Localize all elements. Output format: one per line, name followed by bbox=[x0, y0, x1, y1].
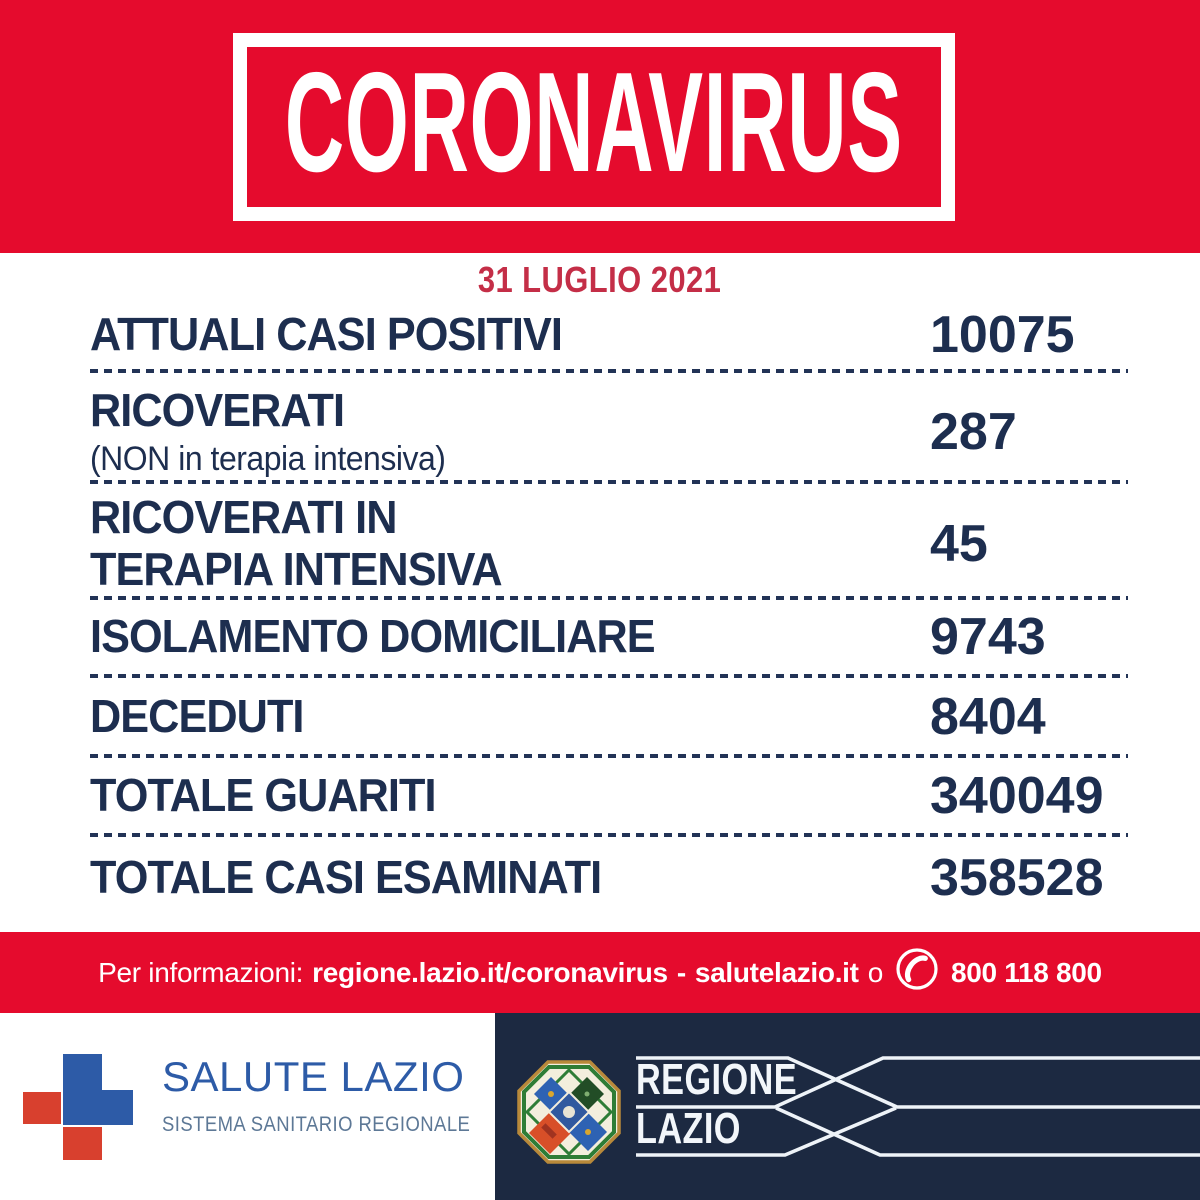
table-row bbox=[90, 761, 1128, 831]
table-row bbox=[90, 840, 1128, 916]
dashed-divider bbox=[90, 596, 1128, 600]
phone-number[interactable]: 800 118 800 bbox=[950, 956, 1102, 988]
salute-lazio-title: SALUTE LAZIO bbox=[162, 1053, 465, 1100]
dashed-divider bbox=[90, 833, 1128, 837]
table-row bbox=[90, 302, 1128, 368]
row-label: TOTALE GUARITI bbox=[90, 769, 436, 822]
salute-lazio-subtitle: SISTEMA SANITARIO REGIONALE bbox=[162, 1113, 471, 1136]
header-banner bbox=[0, 0, 1200, 253]
table-row bbox=[90, 383, 1128, 479]
dashed-divider bbox=[90, 480, 1128, 484]
row-value: 340049 bbox=[930, 767, 1104, 825]
table-row bbox=[90, 682, 1128, 752]
info-separator: - bbox=[676, 956, 686, 988]
row-label: TOTALE CASI ESAMINATI bbox=[90, 851, 602, 904]
row-label: ISOLAMENTO DOMICILIARE bbox=[90, 610, 655, 663]
info-url-regione[interactable]: regione.lazio.it/coronavirus bbox=[312, 956, 668, 988]
row-label-line2: TERAPIA INTENSIVA bbox=[90, 543, 502, 595]
lazio-coat-of-arms-icon bbox=[515, 1058, 623, 1166]
dashed-divider bbox=[90, 369, 1128, 373]
row-value: 8404 bbox=[930, 688, 1046, 746]
bulletin-date: 31 LUGLIO 2021 bbox=[478, 259, 722, 300]
row-label: DECEDUTI bbox=[90, 690, 304, 743]
dashed-divider bbox=[90, 754, 1128, 758]
row-value: 287 bbox=[930, 403, 1017, 461]
info-url-salutelazio[interactable]: salutelazio.it bbox=[694, 956, 859, 988]
table-row bbox=[90, 491, 1128, 595]
table-row bbox=[90, 602, 1128, 672]
info-conjunction: o bbox=[867, 956, 883, 988]
title-box bbox=[233, 33, 955, 221]
lazio-label: LAZIO bbox=[636, 1104, 741, 1153]
info-prefix: Per informazioni: bbox=[98, 956, 304, 988]
row-value: 10075 bbox=[930, 306, 1075, 364]
info-bar bbox=[0, 932, 1200, 1013]
salute-lazio-panel bbox=[0, 1013, 495, 1200]
row-label: RICOVERATI IN bbox=[90, 491, 397, 544]
dashed-divider bbox=[90, 674, 1128, 678]
row-value: 9743 bbox=[930, 608, 1046, 666]
regione-label: REGIONE bbox=[636, 1055, 798, 1104]
regione-lazio-panel bbox=[495, 1013, 1200, 1200]
row-value: 358528 bbox=[930, 849, 1104, 907]
row-label: ATTUALI CASI POSITIVI bbox=[90, 308, 562, 361]
row-label: RICOVERATI bbox=[90, 383, 345, 436]
phone-handset-icon bbox=[894, 946, 940, 999]
row-value: 45 bbox=[930, 515, 988, 573]
row-sublabel: (NON in terapia intensiva) bbox=[90, 440, 446, 479]
page-title: CORONAVIRUS bbox=[284, 43, 904, 202]
